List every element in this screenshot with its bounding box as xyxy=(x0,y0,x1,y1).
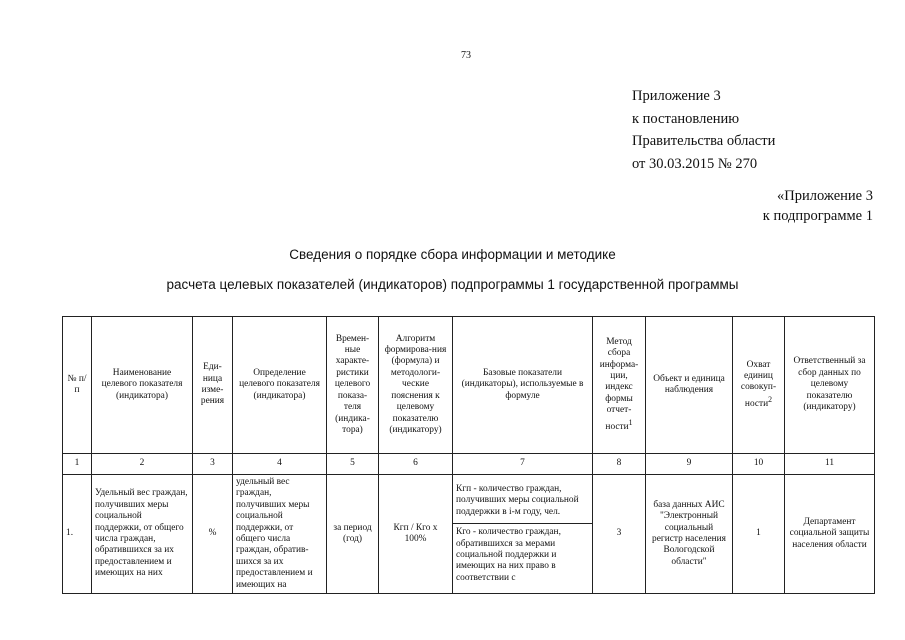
column-number: 9 xyxy=(646,454,733,475)
base-indicator: Кго - количество граждан, обратившихся за мерами социальной поддержки и имеющих на них право в соответствии с xyxy=(456,527,561,583)
base-indicator: Кгп - количество граждан, получивших меры социальной поддержки в i-м году, чел. xyxy=(453,484,592,524)
subprogram-appendix-block xyxy=(763,186,873,226)
document-title-line: расчета целевых показателей (индикаторов) подпрограммы 1 государственной программы xyxy=(166,277,739,292)
appendix-line: к подпрограмме 1 xyxy=(762,208,873,224)
header-text: Охват единиц совокуп-ности xyxy=(740,359,777,409)
page-number: 73 xyxy=(461,50,471,61)
column-number: 7 xyxy=(453,454,593,475)
indicator-formula: Кгп / Кго х 100% xyxy=(379,475,453,594)
indicator-period: за период (год) xyxy=(327,475,379,594)
indicators-table xyxy=(62,316,875,594)
header-cell: Еди-ница изме-рения xyxy=(193,317,233,454)
column-number: 5 xyxy=(327,454,379,475)
header-cell: Ответственный за сбор данных по целевому показателю (индикатору) xyxy=(785,317,875,454)
column-number: 6 xyxy=(379,454,453,475)
column-number: 1 xyxy=(63,454,92,475)
document-title-line: Сведения о порядке сбора информации и методике xyxy=(289,247,616,262)
appendix-line: Правительства области xyxy=(632,133,776,149)
column-number: 4 xyxy=(233,454,327,475)
header-cell xyxy=(733,317,785,454)
indicator-name: Удельный вес граждан, получивших меры социальной поддержки, от общего числа граждан, обратившихся за их предоставлением и имеющих на них xyxy=(92,475,193,594)
coverage: 1 xyxy=(733,475,785,594)
row-number: 1. xyxy=(63,475,92,594)
header-cell: № п/п xyxy=(63,317,92,454)
header-cell xyxy=(593,317,646,454)
footnote-mark: 2 xyxy=(768,394,773,404)
column-number: 11 xyxy=(785,454,875,475)
header-cell: Наименование целевого показателя (индикатора) xyxy=(92,317,193,454)
appendix-line: Приложение 3 xyxy=(632,88,721,104)
responsible-body: Департамент социальной защиты населения области xyxy=(785,475,875,594)
column-number: 3 xyxy=(193,454,233,475)
header-text: Метод сбора информа-ции, индекс формы отчет-ности xyxy=(599,336,639,432)
observation-object: база данных АИС "Электронный социальный регистр населения Вологодской области" xyxy=(646,475,733,594)
table-header-row xyxy=(63,317,875,454)
column-number: 10 xyxy=(733,454,785,475)
column-number-row xyxy=(63,454,875,475)
header-cell: Объект и единица наблюдения xyxy=(646,317,733,454)
column-number: 2 xyxy=(92,454,193,475)
header-cell: Времен-ные характе-ристики целевого показа-теля (индика-тора) xyxy=(327,317,379,454)
appendix-line: к постановлению xyxy=(632,110,740,127)
header-cell: Определение целевого показателя (индикатора) xyxy=(233,317,327,454)
indicator-definition: удельный вес граждан, получивших меры социальной поддержки, от общего числа граждан, обратив-шихся за их предоставлением и имеющих на xyxy=(233,475,327,594)
base-indicators-cell xyxy=(453,475,593,594)
column-number: 8 xyxy=(593,454,646,475)
indicator-unit: % xyxy=(193,475,233,594)
footnote-mark: 1 xyxy=(628,417,633,427)
appendix-block xyxy=(632,85,775,175)
appendix-line: от 30.03.2015 № 270 xyxy=(632,155,758,172)
header-cell: Алгоритм формирова-ния (формула) и методологи-ческие пояснения к целевому показателю (индикатору) xyxy=(379,317,453,454)
collection-method: 3 xyxy=(593,475,646,594)
header-cell: Базовые показатели (индикаторы), используемые в формуле xyxy=(453,317,593,454)
table-row xyxy=(63,475,875,594)
appendix-line: «Приложение 3 xyxy=(777,188,873,204)
